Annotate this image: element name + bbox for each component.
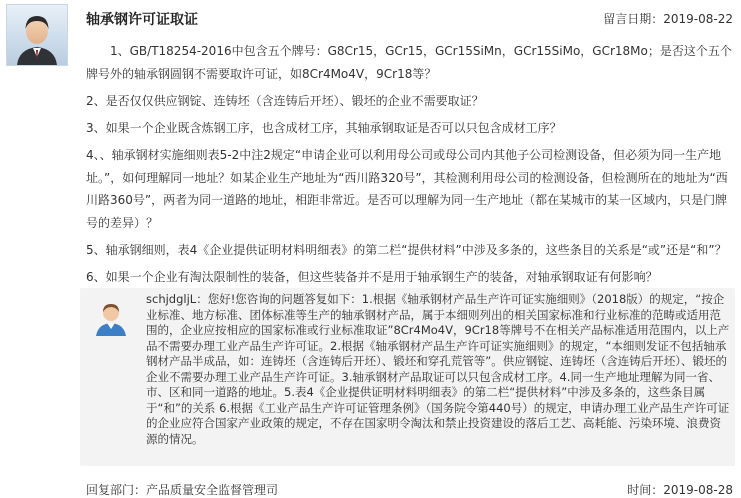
- user-avatar-icon: [7, 5, 67, 65]
- question-paragraph: 6、如果一个企业有淘汰限制性的装备，但这些装备并不是用于轴承钢生产的装备，对轴承钢取证有何影响？: [86, 270, 658, 285]
- question-paragraph: 3、如果一个企业既含炼钢工序，也含成材工序，其轴承钢取证是否可以只包含成材工序？: [86, 120, 562, 135]
- question-date: [603, 10, 733, 27]
- reply-department-value: 产品质量安全监督管理司: [146, 483, 279, 497]
- question-paragraph: 2、是否仅仅供应钢锭、连铸坯（含连铸后开坯）、锻坯的企业不需要取证？: [86, 93, 484, 108]
- reply-time: [627, 481, 733, 498]
- reply-department-label: 回复部门：: [86, 483, 147, 497]
- reply-time-label: 时间：: [627, 483, 664, 497]
- question-paragraph: 5、轴承钢细则，表4《企业提供证明材料明细表》的第二栏“提供材料”中涉及多条的，这些条目的关系是“或”还是“和”？: [86, 243, 727, 258]
- question-paragraph: 1、GB/T18254-2016中包含五个牌号：G8Cr15，GCr15，GCr15SiMn，GCr15SiMo，GCr18Mo；是否这个五个牌号外的轴承钢圆钢不需要取许可证，如8Cr4Mo4V，9Cr18等？: [86, 44, 732, 81]
- reply-department: [86, 481, 278, 498]
- question-date-value: 2019-08-22: [663, 12, 733, 26]
- answer-box: [80, 288, 735, 466]
- question-date-label: 留言日期：: [603, 12, 664, 26]
- answer-text: schjdgljL：您好!您咨询的问题答复如下：1.根据《轴承钢材产品生产许可证实施细则》（2018版）的规定，“按企业标准、地方标准、团体标准等生产的轴承钢材产品，属于本细则列出的相关国家标准和行业标准的范畴或适用范围的，企业应按相应的国家标准或行业标准取证”8Cr4Mo4V，9Cr18等牌号不在相关产品标准适用范围内，以上产品不需要办理工业产品生产许可证。2.根据《轴承钢材产品生产许可证实施细则》的规定，“本细则发证不包括轴承钢材产品半成品，如：连铸坯（含连铸后开坯）、锻坯和穿孔荒管等”。供应钢锭、连铸坯（含连铸后开坯）、锻坯的企业不需要办理工业产品生产许可证。3.轴承钢材产品取证可以只包含成材工序。4.同一生产地址理解为同一省、市、区和同一道路的地址。5.表4《企业提供证明材料明细表》的第二栏“提供材料”中涉及多条的，这些条目属于“和”的关系 6.根据《工业产品生产许可证管理条例》（国务院令第440号）的规定，申请办理工业产品生产许可证的企业应符合国家产业政策的规定，不存在国家明令淘汰和禁止投资建设的落后工艺、高耗能、污染环境、浪费资源的情况。: [146, 292, 730, 446]
- question-title: 轴承钢许可证取证: [86, 12, 198, 28]
- question-body: [86, 40, 736, 294]
- question-paragraph: 4、、轴承钢材实施细则表5-2中注2规定“申请企业可以利用母公司或母公司内其他子公司检测设备，但必须为同一生产地址。”，如何理解同一地址？如某企业生产地址为“西川路320号”，其检测利用母公司的检测设备，但检测所在的地址为“西川路360号”，两者为同一道路的地址，相距非常近。是否可以理解为同一生产地址（都在某城市的某一区域内，只是门牌号的差异）？: [86, 148, 728, 230]
- official-avatar-icon: [92, 298, 130, 336]
- reply-time-value: 2019-08-28: [663, 483, 733, 497]
- question-avatar: [6, 4, 68, 66]
